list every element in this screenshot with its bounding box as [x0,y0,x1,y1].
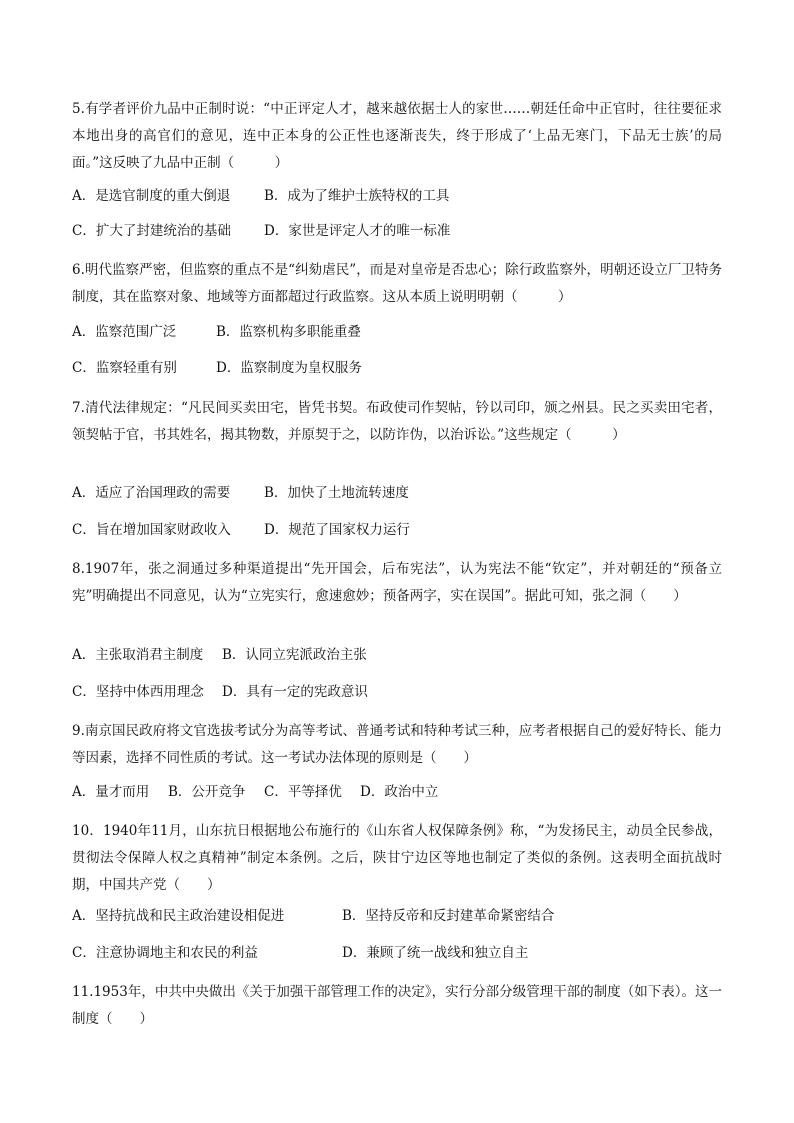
question-10-options-row-1 [72,906,722,926]
question-7-option-a[interactable]: A．适应了治国理政的需要 [72,485,231,501]
question-6-options-row-2 [72,358,722,378]
question-5-options-row-1 [72,186,722,206]
question-11-stem: 11.1953年，中共中央做出《关于加强干部管理工作的决定》，实行分部分级管理干部的制度（如下表）。这一制度（ ） [72,984,722,1027]
question-8-options-row-1 [72,645,722,665]
question-10-option-c[interactable]: C．注意协调地主和农民的利益 [72,945,258,961]
question-10-option-b[interactable]: B．坚持反帝和反封建革命紧密结合 [342,908,555,924]
question-7-option-b[interactable]: B．加快了土地流转速度 [264,485,409,501]
question-9-option-a[interactable]: A．量才而用 [72,784,150,800]
question-5-option-d[interactable]: D．家世是评定人才的唯一标准 [264,223,451,239]
question-6-stem: 6.明代监察严密，但监察的重点不是“纠劾虐民”，而是对皇帝是否忠心；除行政监察外，明朝还设立厂卫特务制度，其在监察对象、地域等方面都超过行政监察。这从本质上说明明朝（ ） [72,262,722,305]
question-7-stem: 7.清代法律规定：“凡民间买卖田宅，皆凭书契。布政使司作契帖，钤以司印，颁之州县。民之买卖田宅者，领契帖于官，书其姓名，揭其物数，并原契于之，以防诈伪，以治诉讼。”这些规定（ ） [72,400,722,443]
question-5-options-row-2 [72,221,722,241]
question-8-option-d[interactable]: D．具有一定的宪政意识 [222,684,368,700]
question-7-option-d[interactable]: D．规范了国家权力运行 [264,522,410,538]
question-8-options-row-2 [72,682,722,702]
question-5-option-b[interactable]: B．成为了维护士族特权的工具 [264,188,450,204]
question-10-options-row-2 [72,943,722,963]
question-9-stem: 9.南京国民政府将文官选拔考试分为高等考试、普通考试和特种考试三种，应考者根据自己的爱好特长、能力等因素，选择不同性质的考试。这一考试办法体现的原则是（ ） [72,723,722,766]
question-9-option-c[interactable]: C．平等择优 [264,784,342,800]
question-8-option-a[interactable]: A．主张取消君主制度 [72,647,204,663]
question-9-option-d[interactable]: D．政治中立 [360,784,439,800]
question-5-option-a[interactable]: A．是选官制度的重大倒退 [72,188,231,204]
question-5-stem: 5.有学者评价九品中正制时说：“中正评定人才，越来越依据士人的家世……朝廷任命中正官时，往往要征求本地出身的高官们的意见，连中正本身的公正性也逐渐丧失，终于形成了‘上品无寒门，下品无士族’的局面。”这反映了九品中正制（ ） [72,101,722,171]
question-6-options-row-1 [72,322,722,342]
question-9-options-row-1 [72,782,722,802]
question-8-stem: 8.1907年，张之洞通过多种渠道提出“先开国会，后布宪法”，认为宪法不能“钦定”，并对朝廷的“预备立宪”明确提出不同意见，认为“立宪实行，愈速愈妙；预备两字，实在误国”。据此可知，张之洞（ ） [72,561,722,604]
question-6-option-c[interactable]: C．监察轻重有别 [72,360,177,376]
question-8-option-c[interactable]: C．坚持中体西用理念 [72,684,204,700]
question-6-option-a[interactable]: A．监察范围广泛 [72,324,177,340]
question-8-option-b[interactable]: B．认同立宪派政治主张 [222,647,367,663]
question-7-options-row-1 [72,483,722,503]
question-5-option-c[interactable]: C．扩大了封建统治的基础 [72,223,231,239]
question-6-option-b[interactable]: B．监察机构多职能重叠 [216,324,361,340]
question-7-options-row-2 [72,520,722,540]
question-10-option-d[interactable]: D．兼顾了统一战线和独立自主 [342,945,529,961]
question-10-stem: 10．1940年11月，山东抗日根据地公布施行的《山东省人权保障条例》称，“为发扬民主，动员全民参战，贯彻法令保障人权之真精神”制定本条例。之后，陕甘宁边区等地也制定了类似的条例。这表明全面抗战时期，中国共产党（ ） [72,823,722,893]
question-7-option-c[interactable]: C．旨在增加国家财政收入 [72,522,231,538]
question-9-option-b[interactable]: B．公开竞争 [168,784,246,800]
question-6-option-d[interactable]: D．监察制度为皇权服务 [216,360,362,376]
question-10-option-a[interactable]: A．坚持抗战和民主政治建设相促进 [72,908,285,924]
